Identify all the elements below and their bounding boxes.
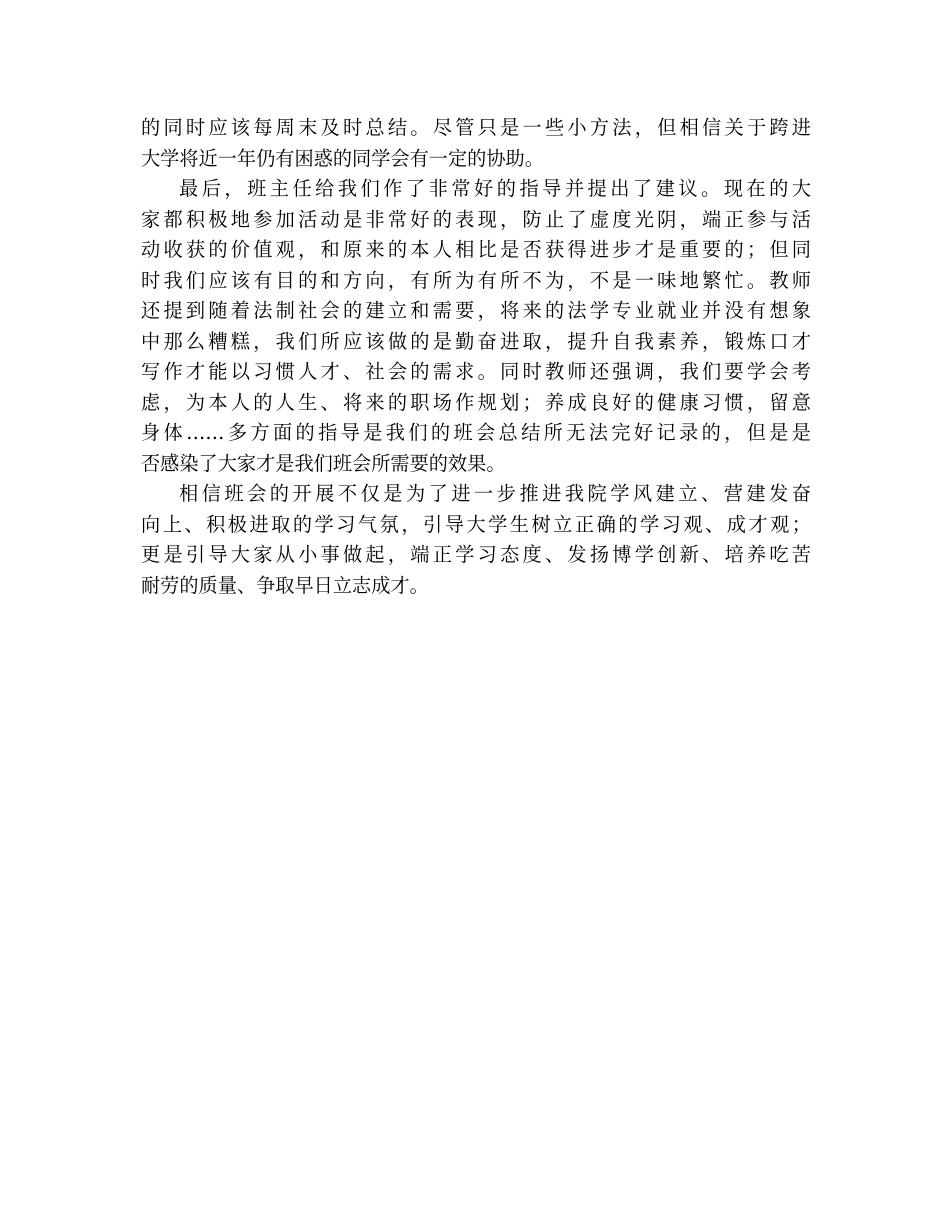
- text-line: 还提到随着法制社会的建立和需要，将来的法学专业就业并没有想象: [141, 299, 811, 322]
- text-line: 耐劳的质量、争取早日立志成才。: [141, 573, 429, 597]
- text-line: 中那么糟糕，我们所应该做的是勤奋进取，提升自我素养，锻炼口才: [141, 329, 811, 353]
- text-line: 身体……多方面的指导是我们的班会总结所无法完好记录的，但是是: [141, 421, 811, 444]
- text-line: 的同时应该每周末及时总结。尽管只是一些小方法，但相信关于跨进: [141, 116, 811, 139]
- text-line: 更是引导大家从小事做起，端正学习态度、发扬博学创新、培养吃苦: [141, 543, 811, 566]
- paragraph-2: [141, 174, 811, 479]
- text-line: 时我们应该有目的和方向，有所为有所不为，不是一味地繁忙。教师: [141, 268, 811, 292]
- document-body: [141, 113, 811, 601]
- text-line: 最后，班主任给我们作了非常好的指导并提出了建议。现在的大: [179, 177, 811, 200]
- text-line: 家都积极地参加活动是非常好的表现，防止了虚度光阴，端正参与活: [141, 207, 811, 231]
- text-line: 大学将近一年仍有困惑的同学会有一定的协助。: [141, 146, 544, 170]
- text-line: 虑，为本人的人生、将来的职场作规划；养成良好的健康习惯，留意: [141, 390, 811, 414]
- text-line: 写作才能以习惯人才、社会的需求。同时教师还强调，我们要学会考: [141, 360, 811, 383]
- text-line: 动收获的价值观，和原来的本人相比是否获得进步才是重要的；但同: [141, 238, 811, 261]
- paragraph-1: [141, 113, 811, 174]
- text-line: 相信班会的开展不仅是为了进一步推进我院学风建立、营建发奋: [179, 482, 811, 505]
- paragraph-3: [141, 479, 811, 601]
- text-line: 向上、积极进取的学习气氛，引导大学生树立正确的学习观、成才观；: [141, 512, 811, 536]
- text-line: 否感染了大家才是我们班会所需要的效果。: [141, 451, 506, 475]
